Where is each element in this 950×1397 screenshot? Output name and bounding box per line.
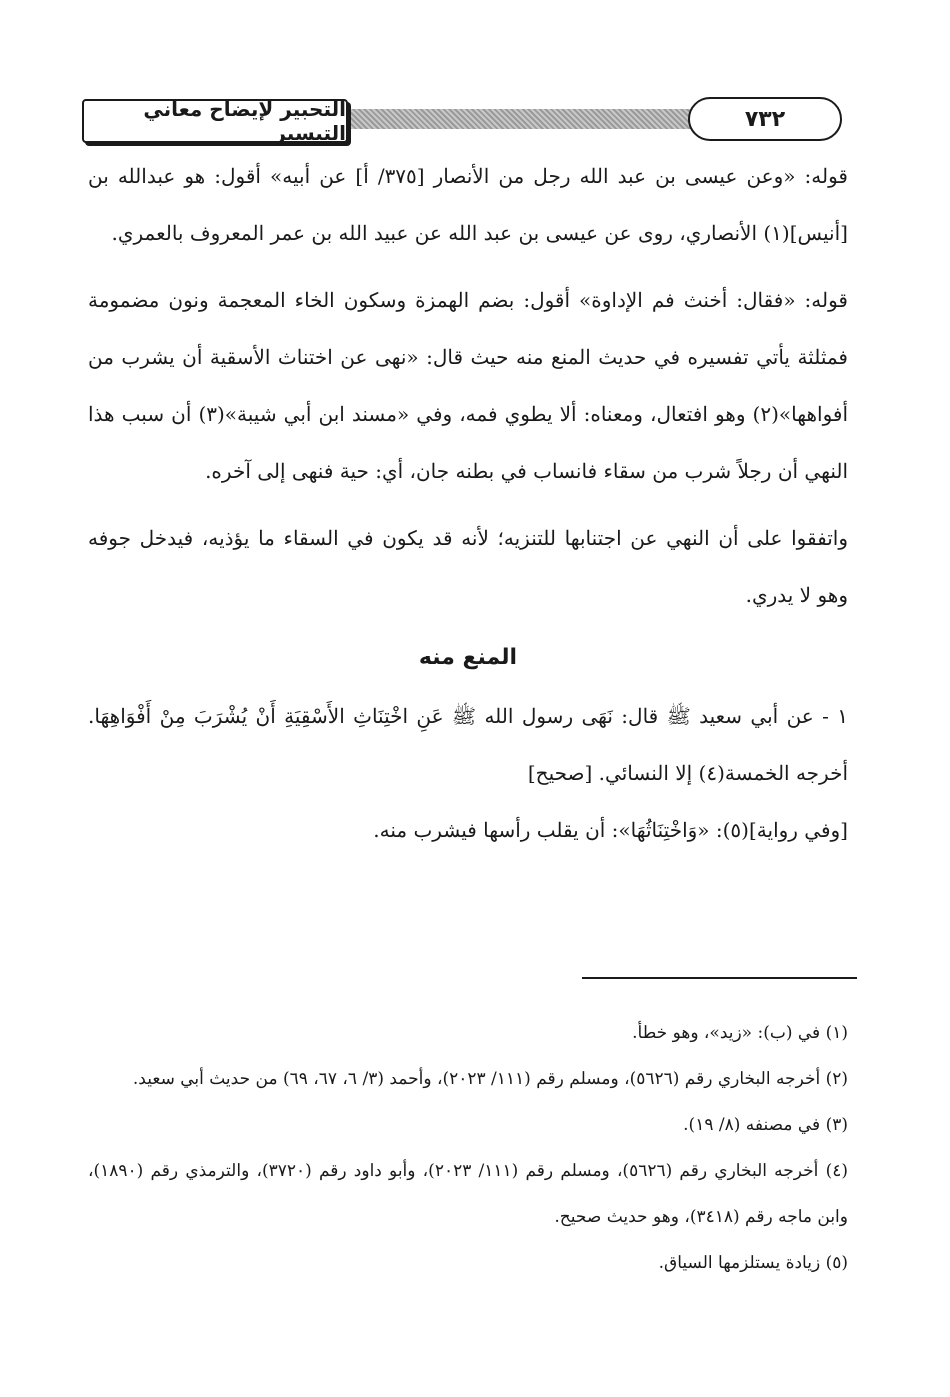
header-decorative-band: [332, 109, 692, 129]
page-number: ٧٣٢: [688, 97, 842, 141]
footnote-5: (٥) زيادة يستلزمها السياق.: [658, 1253, 848, 1273]
hadith-text: ١ - عن أبي سعيد ﷺ قال: نَهَى رسول الله ﷺ عَنِ اخْتِنَاثِ الأَسْقِيَةِ أَنْ يُشْرَبَ مِنْ أَفْوَاهِهَا. أخرجه الخمسة(٤) إلا النسائي. [صحيح]: [88, 704, 848, 785]
main-text: [88, 148, 848, 859]
paragraph-3: واتفقوا على أن النهي عن اجتنابها للتنزيه؛ لأنه قد يكون في السقاء ما يؤذيه، فيدخل جوفه وهو لا يدري.: [88, 526, 848, 607]
footnote-4: (٤) أخرجه البخاري رقم (٥٦٢٦)، ومسلم رقم (١١١/ ٢٠٢٣)، وأبو داود رقم (٣٧٢٠)، والترمذي رقم (١٨٩٠)، وابن ماجه رقم (٣٤١٨)، وهو حديث صحيح.: [88, 1161, 848, 1227]
paragraph-2: قوله: «فقال: أخنث فم الإداوة» أقول: بضم الهمزة وسكون الخاء المعجمة ونون مضمومة فمثلثة يأتي تفسيره في حديث المنع منه حيث قال: «نهى عن اختناث الأسقية أن يشرب من أفواهها»(٢) وهو افتعال، ومعناه: ألا يطوي فمه، وفي «مسند ابن أبي شيبة»(٣) أن سبب هذا النهي أن رجلاً شرب من سقاء فانساب في بطنه جان، أي: حية فنهى إلى آخره.: [88, 288, 849, 483]
section-title: المنع منه: [418, 645, 518, 670]
riwaya-text: [وفي رواية](٥): «وَاخْتِنَاثُهَا»: أن يقلب رأسها فيشرب منه.: [373, 818, 848, 842]
paragraph-1: قوله: «وعن عيسى بن عبد الله رجل من الأنصار [٣٧٥/ أ] عن أبيه» أقول: هو عبدالله بن [أنيس](١) الأنصاري، روى عن عيسى بن عبد الله عن عبيد الله بن عمر المعروف بالعمري.: [88, 164, 848, 245]
footnote-separator: [582, 977, 857, 979]
footnote-2: (٢) أخرجه البخاري رقم (٥٦٢٦)، ومسلم رقم (١١١/ ٢٠٢٣)، وأحمد (٣/ ٦، ٦٧، ٦٩) من حديث أبي سعيد.: [132, 1069, 848, 1089]
footnote-1: (١) في (ب): «زيد»، وهو خطأ.: [632, 1023, 848, 1043]
footnote-3: (٣) في مصنفه (٨/ ١٩).: [683, 1115, 848, 1135]
book-title: التحبير لإيضاح معاني التيسير: [82, 99, 348, 143]
page-header: [82, 95, 842, 147]
footnotes: [88, 1010, 848, 1286]
